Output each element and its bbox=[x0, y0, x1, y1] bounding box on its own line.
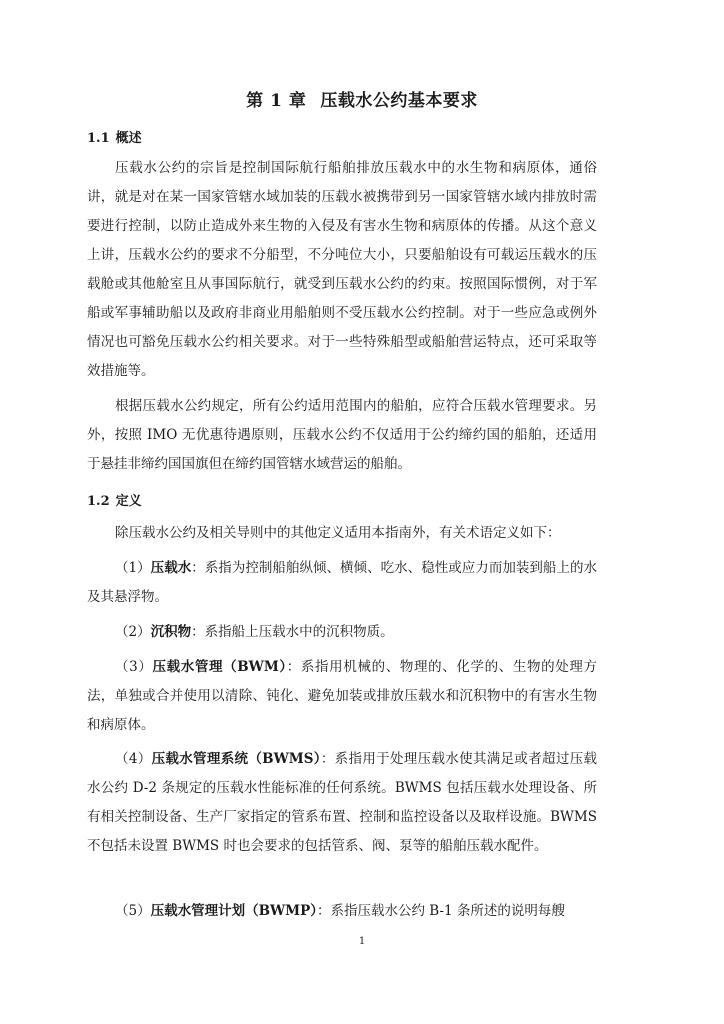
definition-prefix: （4） bbox=[115, 751, 152, 767]
chapter-number: 第 1 章 bbox=[246, 91, 307, 111]
definition-prefix: （3） bbox=[115, 659, 153, 675]
definition-item bbox=[87, 897, 597, 926]
definition-term: 沉积物 bbox=[150, 624, 192, 640]
paragraph-overview: 压载水公约的宗旨是控制国际航行船舶排放压载水中的水生物和病原体，通俗讲，就是对在某一国家管辖水域加装的压载水被携带到另一国家管辖水域内排放时需要进行控制，以防止造成外来生物的入侵及有害水生物和病原体的传播。从这个意义上讲，压载水公约的要求不分船型，不分吨位大小，只要船舶设有可载运压载水的压载舱或其他舱室且从事国际航行，就受到压载水公约的约束。按照国际惯例，对于军船或军事辅助船以及政府非商业用船舶则不受压载水公约控制。对于一些应急或例外情况也可豁免压载水公约相关要求。对于一些特殊船型或船舶营运特点，还可采取等效措施等。 bbox=[87, 160, 597, 379]
definition-term: 压载水管理系统（BWMS） bbox=[151, 751, 321, 767]
definition-text: ：系指用于处理压载水使其满足或者超过压载水公约 D-2 条规定的压载水性能标准的任何系统。BWMS 包括压载水处理设备、所有相关控制设备、生产厂家指定的管系布置、控制和监控设备以及取样设施。BWMS 不包括未设置 BWMS 时也会要求的包括管系、阀、泵等的船舶压载水配件。 bbox=[87, 751, 598, 854]
chapter-title bbox=[0, 86, 724, 111]
definition-term: 压载水 bbox=[150, 560, 192, 576]
definition-term: 压载水管理（BWM） bbox=[152, 659, 287, 675]
section-heading-1-2 bbox=[87, 490, 142, 509]
definition-text: ：系指压载水公约 B-1 条所述的说明每艘 bbox=[317, 903, 565, 919]
definition-item bbox=[87, 618, 597, 647]
section-title: 定义 bbox=[115, 494, 142, 509]
page-number: 1 bbox=[358, 936, 366, 947]
definition-text: ：系指用机械的、物理的、化学的、生物的处理方法，单独或合并使用以清除、钝化、避免加装或排放压载水和沉积物中的有害水生物和病原体。 bbox=[87, 659, 598, 733]
definition-prefix: （2） bbox=[115, 624, 151, 640]
definition-item bbox=[87, 554, 597, 612]
definition-item bbox=[87, 745, 597, 861]
section-number: 1.2 bbox=[87, 494, 110, 509]
definition-text: ：系指船上压载水中的沉积物质。 bbox=[191, 624, 394, 640]
definition-text: ：系指为控制船舶纵倾、横倾、吃水、稳性或应力而加装到船上的水及其悬浮物。 bbox=[87, 560, 598, 605]
section-title: 概述 bbox=[115, 131, 142, 146]
section-number: 1.1 bbox=[87, 131, 110, 146]
definition-term: 压载水管理计划（BWMP） bbox=[150, 903, 318, 919]
definition-prefix: （1） bbox=[115, 560, 151, 576]
definition-item bbox=[87, 653, 597, 740]
section-heading-1-1 bbox=[87, 127, 142, 146]
definition-prefix: （5） bbox=[115, 903, 151, 919]
paragraph-definitions-intro: 除压载水公约及相关导则中的其他定义适用本指南外，有关术语定义如下： bbox=[115, 525, 561, 541]
chapter-title-text: 压载水公约基本要求 bbox=[320, 91, 478, 111]
paragraph-applicability: 根据压载水公约规定，所有公约适用范围内的船舶，应符合压载水管理要求。另外，按照 IMO 无优惠待遇原则，压载水公约不仅适用于公约缔约国的船舶，还适用于悬挂非缔约国国旗但在缔约国管辖水域营运的船舶。 bbox=[87, 398, 597, 472]
